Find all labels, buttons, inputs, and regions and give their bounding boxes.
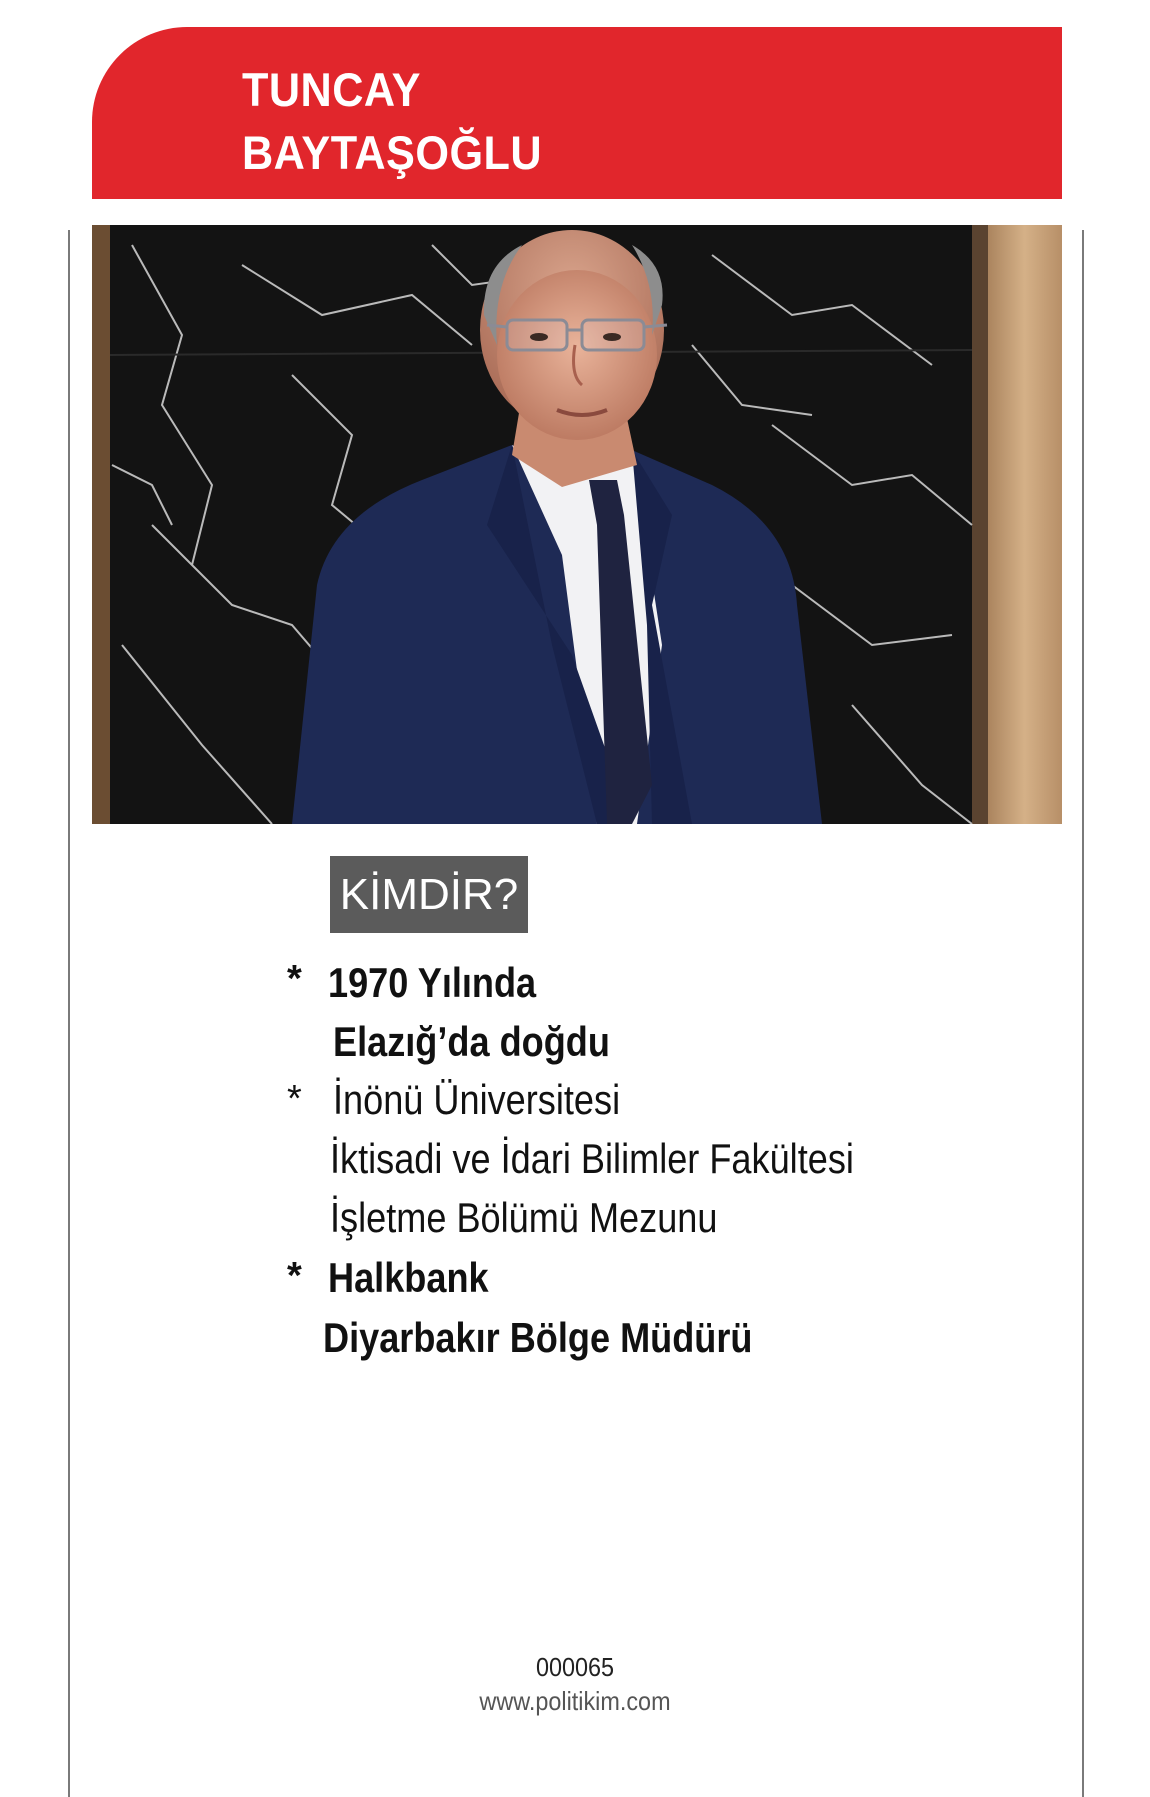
bullet-2-star: *: [287, 1078, 302, 1120]
bullet-3-line-2: Diyarbakır Bölge Müdürü: [323, 1314, 753, 1361]
last-name: BAYTAŞOĞLU: [242, 126, 543, 179]
name-banner: [92, 27, 1062, 199]
frame-right-border: [1082, 230, 1084, 1797]
footer-url[interactable]: www.politikim.com: [479, 1686, 671, 1716]
bullet-1-line-2: Elazığ’da doğdu: [333, 1018, 610, 1065]
portrait-photo: [92, 225, 1062, 824]
footer-code: 000065: [535, 1652, 615, 1682]
frame-left-border: [68, 230, 70, 1797]
section-title-badge: KİMDİR?: [330, 856, 528, 933]
bullet-3-star: *: [287, 1255, 302, 1297]
bullet-1-star: *: [287, 958, 302, 1000]
bullet-2-line-2: İktisadi ve İdari Bilimler Fakültesi: [330, 1135, 854, 1182]
bullet-1-line-1: 1970 Yılında: [328, 959, 537, 1006]
bullet-3-line-1: Halkbank: [328, 1254, 489, 1301]
first-name: TUNCAY: [242, 63, 421, 116]
bullet-2-line-3: İşletme Bölümü Mezunu: [330, 1194, 718, 1241]
bullet-2-line-1: İnönü Üniversitesi: [333, 1076, 621, 1123]
